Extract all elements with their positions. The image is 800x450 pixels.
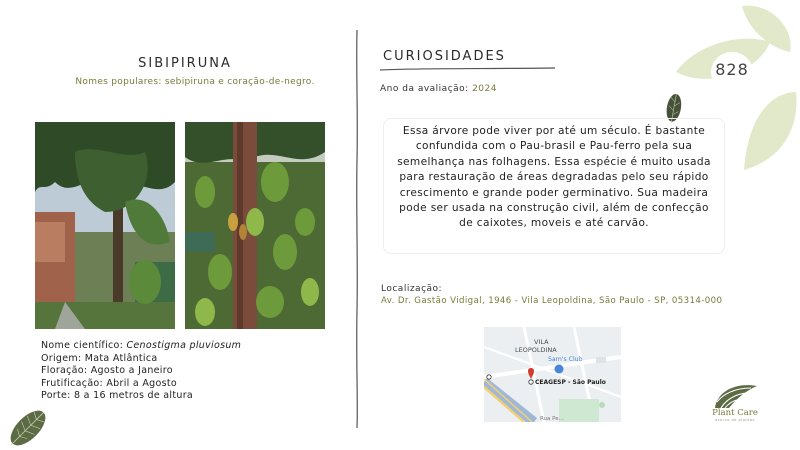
scientific-name-value: Cenostigma pluviosum — [126, 340, 242, 351]
vertical-divider — [354, 30, 360, 428]
location-address: Av. Dr. Gastão Vidigal, 1946 - Vila Leopoldina, São Paulo - SP, 05314-000 — [381, 296, 723, 306]
plant-title: SIBIPIRUNA — [138, 56, 232, 71]
scientific-name — [41, 340, 241, 353]
title-underline — [380, 66, 555, 72]
logo-tagline: acervo de plantas — [715, 418, 755, 422]
evaluation-year-label: Ano da avaliação: — [380, 84, 473, 94]
tree-photo-street — [35, 122, 175, 329]
curiosities-card — [383, 118, 725, 254]
plant-facts — [41, 340, 241, 403]
popular-names: Nomes populares: sebipiruna e coração-de-negro. — [75, 77, 315, 87]
flowering: Floração: Agosto a Janeiro — [41, 365, 173, 377]
evaluation-year-value: 2024 — [472, 84, 497, 94]
location-label: Localização: — [381, 284, 443, 294]
tree-number: 828 — [715, 60, 749, 79]
evaluation-year — [380, 84, 497, 94]
curiosities-text: Essa árvore pode viver por até um século. É bastante confundida com o Pau-brasil e Pau-ferro pela sua semelhança nas folhagens. Essa espécie é muito usada para restauração de áreas degradadas pelo seu rápido crescimento e grande poder germinativo. Sua madeira pode ser usada na construção civil, além de confecção de caixotes, moveis e até carvão. — [397, 125, 711, 230]
map-store: Sam's Club — [548, 356, 583, 363]
map-pin-label: CEAGESP - São Paulo — [535, 379, 606, 386]
plant-care-logo-icon — [707, 380, 763, 410]
curiosities-title: CURIOSIDADES — [383, 49, 506, 64]
map-street: Rua Pe... — [540, 416, 564, 422]
fruiting: Frutificação: Abril a Agosto — [41, 377, 177, 389]
map-district-1: VILA — [534, 338, 549, 346]
scientific-name-label: Nome científico: — [41, 340, 127, 351]
location-map[interactable] — [484, 327, 621, 422]
size: Porte: 8 a 16 metros de altura — [41, 390, 194, 402]
map-district-2: LEOPOLDINA — [515, 346, 557, 354]
tree-photo-trunk — [185, 122, 325, 329]
origin: Origem: Mata Atlântica — [41, 352, 158, 364]
logo-name: Plant Care — [712, 408, 758, 418]
